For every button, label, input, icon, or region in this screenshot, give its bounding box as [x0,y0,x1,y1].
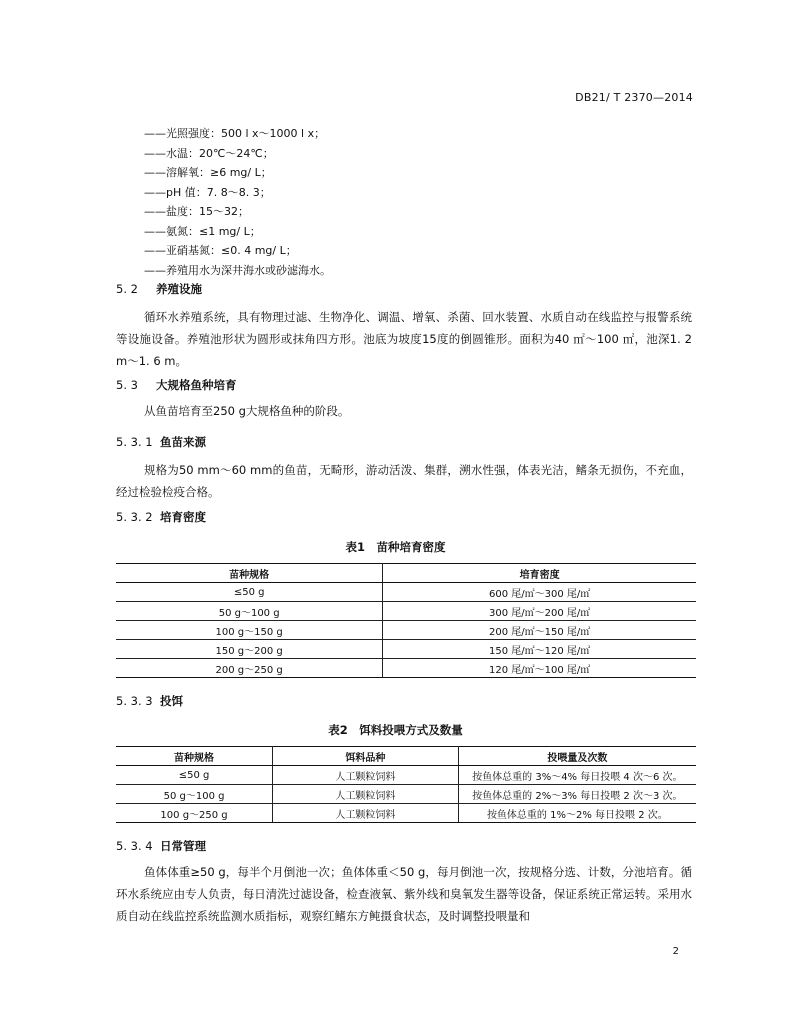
section-heading-5-3-4 [116,838,206,854]
requirement-item: ——养殖用水为深井海水或砂滤海水。 [144,263,331,277]
section-title: 投饵 [160,694,183,708]
table-cell: 100 g～250 g [116,804,273,823]
table-header-row [116,564,696,583]
table-2-feeding [116,746,696,823]
table-cell: 人工颗粒饲料 [273,785,459,804]
requirement-item: ——溶解氧：≥6 mg/ L； [144,166,272,179]
table-1-caption: 表1 苗种培育密度 [345,540,446,554]
section-number: 5. 3. 1 [116,435,153,449]
requirement-item: ——水温：20℃～24℃； [144,146,274,160]
table-cell: 50 g～100 g [116,602,383,621]
section-body-5-3: 从鱼苗培育至250 g大规格鱼种的阶段。 [144,404,350,418]
requirement-item: ——盐度：15～32； [144,205,249,218]
column-header: 苗种规格 [116,747,273,766]
table-cell: 600 尾/㎡～300 尾/㎡ [383,583,696,602]
table-cell: 按鱼体总重的 1%～2% 每日投喂 2 次。 [458,804,696,823]
table-row [116,583,696,602]
table-cell: 150 尾/㎡～120 尾/㎡ [383,640,696,659]
table-1-stocking-density [116,563,696,678]
table-cell: 100 g～150 g [116,621,383,640]
table-row [116,766,696,785]
document-code: DB21/ T 2370—2014 [575,91,693,104]
section-title: 日常管理 [160,839,206,853]
table-cell: ≤50 g [116,766,273,785]
page-number: 2 [672,946,679,957]
section-title: 鱼苗来源 [160,435,206,449]
table-row [116,659,696,678]
requirement-item: ——氨氮：≤1 mg/ L； [144,224,261,238]
section-body-5-3-1: 规格为50 mm～60 mm的鱼苗，无畸形，游动活泼、集群，溯水性强，体表光洁，鳍条无损伤，不充血，经过检验检疫合格。 [116,463,692,499]
section-title: 养殖设施 [156,282,202,296]
table-cell: 200 尾/㎡～150 尾/㎡ [383,621,696,640]
requirement-item: ——pH 值：7. 8～8. 3； [144,185,271,199]
table-cell: 人工颗粒饲料 [273,766,459,785]
table-row [116,785,696,804]
table-row [116,640,696,659]
section-number: 5. 2 [116,282,138,296]
table-cell: 300 尾/㎡～200 尾/㎡ [383,602,696,621]
requirement-item: ——亚硝基氮：≤0. 4 mg/ L； [144,244,297,257]
section-number: 5. 3. 3 [116,694,153,708]
section-heading-5-3-3 [116,693,183,709]
section-title: 大规格鱼种培育 [156,378,237,392]
section-number: 5. 3 [116,378,138,392]
table-cell: 按鱼体总重的 2%～3% 每日投喂 2 次～3 次。 [458,785,696,804]
table-cell: 150 g～200 g [116,640,383,659]
table-cell: 200 g～250 g [116,659,383,678]
table-2-caption: 表2 饵料投喂方式及数量 [328,723,463,737]
column-header: 苗种规格 [116,564,383,583]
section-title: 培育密度 [160,510,206,524]
section-number: 5. 3. 2 [116,510,153,524]
table-cell: 120 尾/㎡～100 尾/㎡ [383,659,696,678]
column-header: 投喂量及次数 [458,747,696,766]
water-quality-requirements [144,124,331,280]
table-row [116,602,696,621]
section-heading-5-3 [116,377,237,393]
section-number: 5. 3. 4 [116,839,153,853]
column-header: 饵料品种 [273,747,459,766]
table-cell: 50 g～100 g [116,785,273,804]
table-row [116,621,696,640]
section-body-5-3-4: 鱼体体重≥50 g，每半个月倒池一次；鱼体体重＜50 g，每月倒池一次，按规格分选、计数，分池培育。循环水系统应由专人负责，每日清洗过滤设备，检查液氧、紫外线和臭氧发生器等设备，保证系统正常运转。采用水质自动在线监控系统监测水质指标，观察红鳍东方鲀摄食状态，及时调整投喂量和 [116,865,692,923]
section-heading-5-3-1 [116,434,206,450]
section-body-5-2: 循环水养殖系统，具有物理过滤、生物净化、调温、增氧、杀菌、回水装置、水质自动在线监控与报警系统等设施设备。养殖池形状为圆形或抹角四方形。池底为坡度15度的倒圆锥形。面积为40 ㎡～100 ㎡，池深1. 2 m～1. 6 m。 [116,310,692,368]
section-heading-5-2 [116,281,202,297]
table-cell: 按鱼体总重的 3%～4% 每日投喂 4 次～6 次。 [458,766,696,785]
table-cell: ≤50 g [116,583,383,602]
requirement-item: ——光照强度：500 l x～1000 l x； [144,127,326,140]
column-header: 培育密度 [383,564,696,583]
table-cell: 人工颗粒饲料 [273,804,459,823]
table-header-row [116,747,696,766]
section-heading-5-3-2 [116,509,206,525]
table-row [116,804,696,823]
